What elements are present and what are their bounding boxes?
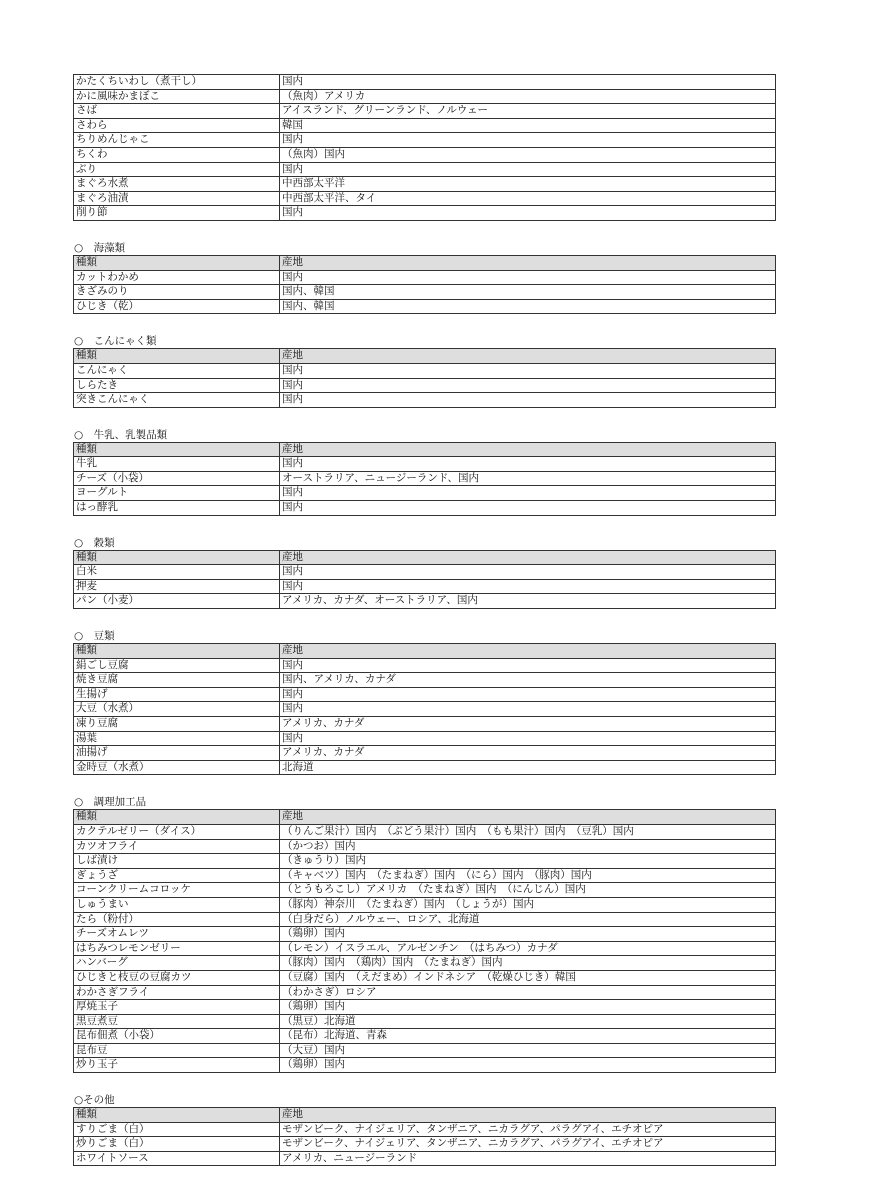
table-row [74,897,776,912]
table-row [74,133,776,148]
item-name-cell: チーズオムレツ [74,927,280,942]
origin-cell: 中西部太平洋、タイ [280,191,776,206]
item-name-cell: ぶり [74,162,280,177]
table-header-row [74,1108,776,1123]
item-name-cell: さば [74,104,280,119]
item-name-cell: コーンクリームコロッケ [74,883,280,898]
table-row [74,868,776,883]
column-header-origin: 産地 [280,644,776,659]
table-row [74,594,776,609]
item-name-cell: 炒りごま（白） [74,1137,280,1152]
origin-cell: （鶏卵）国内 [280,927,776,942]
table-header-row [74,349,776,364]
table-row [74,457,776,472]
table-header-row [74,810,776,825]
item-name-cell: ホワイトソース [74,1151,280,1166]
origin-cell: 国内 [280,501,776,516]
table-row [74,1137,776,1152]
item-name-cell: しゅうまい [74,897,280,912]
item-name-cell: 凍り豆腐 [74,717,280,732]
category-table [73,348,776,407]
column-header-type: 種類 [74,442,280,457]
table-row [74,883,776,898]
item-name-cell: 絹ごし豆腐 [74,658,280,673]
item-name-cell: かたくちいわし（煮干し） [74,75,280,90]
table-row [74,177,776,192]
column-header-origin: 産地 [280,349,776,364]
column-header-type: 種類 [74,810,280,825]
column-header-origin: 産地 [280,550,776,565]
section-spacer [73,775,776,795]
section-title: ○ 牛乳、乳製品類 [74,428,168,441]
item-name-cell: かに風味かまぼこ [74,89,280,104]
origin-cell: 国内 [280,133,776,148]
origin-cell: 国内、韓国 [280,299,776,314]
item-name-cell: 油揚げ [74,746,280,761]
category-section [73,408,776,516]
item-name-cell: ひじきと枝豆の豆腐カツ [74,970,280,985]
category-table [73,1107,776,1166]
item-name-cell: ちくわ [74,147,280,162]
origin-cell: （豚肉）神奈川 （たまねぎ）国内 （しょうが）国内 [280,897,776,912]
table-row [74,731,776,746]
category-table [73,442,776,516]
origin-cell: アメリカ、ニュージーランド [280,1151,776,1166]
item-name-cell: 黒豆煮豆 [74,1014,280,1029]
section-title: ○ 穀類 [74,536,115,549]
item-name-cell: 厚焼玉子 [74,1000,280,1015]
item-name-cell: 押麦 [74,579,280,594]
table-row [74,162,776,177]
table-header-row [74,644,776,659]
column-header-origin: 産地 [280,1108,776,1123]
origin-cell: （豚肉）国内 （鶏肉）国内 （たまねぎ）国内 [280,956,776,971]
origin-cell: オーストラリア、ニュージーランド、国内 [280,471,776,486]
origin-cell: （鶏卵）国内 [280,1000,776,1015]
table-row [74,687,776,702]
table-row [74,912,776,927]
origin-cell: 国内 [280,206,776,221]
table-row [74,89,776,104]
table-row [74,471,776,486]
category-section [73,516,776,609]
column-header-type: 種類 [74,1108,280,1123]
column-header-type: 種類 [74,349,280,364]
item-name-cell: はちみつレモンゼリー [74,941,280,956]
item-name-cell: 削り節 [74,206,280,221]
sections-container [73,221,776,1167]
table-row [74,839,776,854]
category-section [73,314,776,407]
column-header-origin: 産地 [280,255,776,270]
item-name-cell: 突きこんにゃく [74,393,280,408]
item-name-cell: こんにゃく [74,363,280,378]
origin-cell: 韓国 [280,118,776,133]
category-table [73,809,776,1073]
item-name-cell: しば漬け [74,854,280,869]
table-row [74,760,776,775]
origin-cell: （きゅうり）国内 [280,854,776,869]
origin-cell: （魚肉）アメリカ [280,89,776,104]
origin-cell: （白身だら）ノルウェー、ロシア、北海道 [280,912,776,927]
table-header-row [74,442,776,457]
document-page [73,74,776,1166]
item-name-cell: きざみのり [74,285,280,300]
origin-cell: 国内 [280,363,776,378]
category-section [73,609,776,775]
origin-cell: （昆布）北海道、青森 [280,1029,776,1044]
column-header-origin: 産地 [280,810,776,825]
item-name-cell: ぎょうざ [74,868,280,883]
item-name-cell: まぐろ水煮 [74,177,280,192]
origin-cell: 国内 [280,731,776,746]
origin-cell: 国内 [280,565,776,580]
table-row [74,104,776,119]
seafood-table [73,74,776,221]
origin-cell: アメリカ、カナダ [280,746,776,761]
origin-cell: 国内 [280,75,776,90]
column-header-type: 種類 [74,550,280,565]
category-section [73,221,776,314]
origin-cell: 中西部太平洋 [280,177,776,192]
item-name-cell: ハンバーグ [74,956,280,971]
item-name-cell: 焼き豆腐 [74,673,280,688]
item-name-cell: さわら [74,118,280,133]
table-row [74,702,776,717]
category-section [73,1073,776,1166]
item-name-cell: ヨーグルト [74,486,280,501]
section-spacer [73,609,776,629]
table-row [74,1122,776,1137]
origin-cell: 国内、アメリカ、カナダ [280,673,776,688]
column-header-type: 種類 [74,255,280,270]
section-title: ○ こんにゃく類 [74,335,157,348]
table-row [74,363,776,378]
origin-cell: （かつお）国内 [280,839,776,854]
section-title: ○ 調理加工品 [74,796,147,809]
table-row [74,1014,776,1029]
table-row [74,956,776,971]
table-header-row [74,255,776,270]
origin-cell: 北海道 [280,760,776,775]
item-name-cell: 白米 [74,565,280,580]
table-row [74,393,776,408]
item-name-cell: カットわかめ [74,270,280,285]
origin-cell: （レモン）イスラエル、アルゼンチン （はちみつ）カナダ [280,941,776,956]
table-row [74,824,776,839]
table-row [74,118,776,133]
item-name-cell: カツオフライ [74,839,280,854]
table-row [74,970,776,985]
table-row [74,486,776,501]
origin-cell: 国内 [280,457,776,472]
table-row [74,1000,776,1015]
table-row [74,1058,776,1073]
table-row [74,75,776,90]
table-row [74,985,776,1000]
item-name-cell: 湯葉 [74,731,280,746]
table-row [74,927,776,942]
origin-cell: 国内 [280,393,776,408]
column-header-origin: 産地 [280,442,776,457]
table-row [74,270,776,285]
seafood-table-body [74,75,776,221]
item-name-cell: わかさぎフライ [74,985,280,1000]
table-row [74,746,776,761]
origin-cell: （キャベツ）国内 （たまねぎ）国内 （にら）国内 （豚肉）国内 [280,868,776,883]
origin-cell: アメリカ、カナダ [280,717,776,732]
table-row [74,565,776,580]
origin-cell: （豆腐）国内 （えだまめ）インドネシア （乾燥ひじき）韓国 [280,970,776,985]
origin-cell: （わかさぎ）ロシア [280,985,776,1000]
origin-cell: 国内 [280,378,776,393]
item-name-cell: ひじき（乾） [74,299,280,314]
category-section [73,775,776,1073]
table-row [74,501,776,516]
table-row [74,717,776,732]
item-name-cell: 炒り玉子 [74,1058,280,1073]
section-spacer [73,408,776,428]
item-name-cell: 金時豆（水煮） [74,760,280,775]
origin-cell: 国内 [280,486,776,501]
origin-cell: 国内 [280,162,776,177]
item-name-cell: すりごま（白） [74,1122,280,1137]
origin-cell: アイスランド、グリーンランド、ノルウェー [280,104,776,119]
category-table [73,255,776,314]
item-name-cell: まぐろ油漬 [74,191,280,206]
origin-cell: 国内 [280,687,776,702]
section-title: ○ 豆類 [74,630,115,643]
origin-cell: モザンビーク、ナイジェリア、タンザニア、ニカラグア、パラグアイ、エチオピア [280,1137,776,1152]
item-name-cell: 大豆（水煮） [74,702,280,717]
item-name-cell: 昆布佃煮（小袋） [74,1029,280,1044]
category-table [73,550,776,609]
column-header-type: 種類 [74,644,280,659]
section-spacer [73,314,776,334]
table-row [74,579,776,594]
table-row [74,1043,776,1058]
item-name-cell: 昆布豆 [74,1043,280,1058]
table-row [74,1151,776,1166]
section-spacer [73,516,776,536]
origin-cell: モザンビーク、ナイジェリア、タンザニア、ニカラグア、パラグアイ、エチオピア [280,1122,776,1137]
table-row [74,285,776,300]
table-header-row [74,550,776,565]
item-name-cell: ちりめんじゃこ [74,133,280,148]
section-title: ○ 海藻類 [74,241,126,254]
item-name-cell: しらたき [74,378,280,393]
table-row [74,673,776,688]
table-row [74,206,776,221]
origin-cell: （りんご果汁）国内 （ぶどう果汁）国内 （もも果汁）国内 （豆乳）国内 [280,824,776,839]
table-row [74,191,776,206]
origin-cell: 国内 [280,702,776,717]
origin-cell: 国内 [280,579,776,594]
item-name-cell: 生揚げ [74,687,280,702]
table-row [74,147,776,162]
item-name-cell: たら（粉付） [74,912,280,927]
item-name-cell: パン（小麦） [74,594,280,609]
origin-cell: （大豆）国内 [280,1043,776,1058]
origin-cell: 国内 [280,270,776,285]
table-row [74,854,776,869]
table-row [74,658,776,673]
item-name-cell: チーズ（小袋） [74,471,280,486]
section-spacer [73,221,776,241]
table-row [74,299,776,314]
origin-cell: （鶏卵）国内 [280,1058,776,1073]
table-row [74,941,776,956]
origin-cell: 国内 [280,658,776,673]
origin-cell: 国内、韓国 [280,285,776,300]
origin-cell: （とうもろこし）アメリカ （たまねぎ）国内 （にんじん）国内 [280,883,776,898]
section-title: ○その他 [74,1094,115,1107]
origin-cell: アメリカ、カナダ、オーストラリア、国内 [280,594,776,609]
origin-cell: （魚肉）国内 [280,147,776,162]
item-name-cell: はっ酵乳 [74,501,280,516]
item-name-cell: カクテルゼリー（ダイス） [74,824,280,839]
table-row [74,378,776,393]
section-spacer [73,1073,776,1093]
table-row [74,1029,776,1044]
item-name-cell: 牛乳 [74,457,280,472]
origin-cell: （黒豆）北海道 [280,1014,776,1029]
category-table [73,643,776,775]
